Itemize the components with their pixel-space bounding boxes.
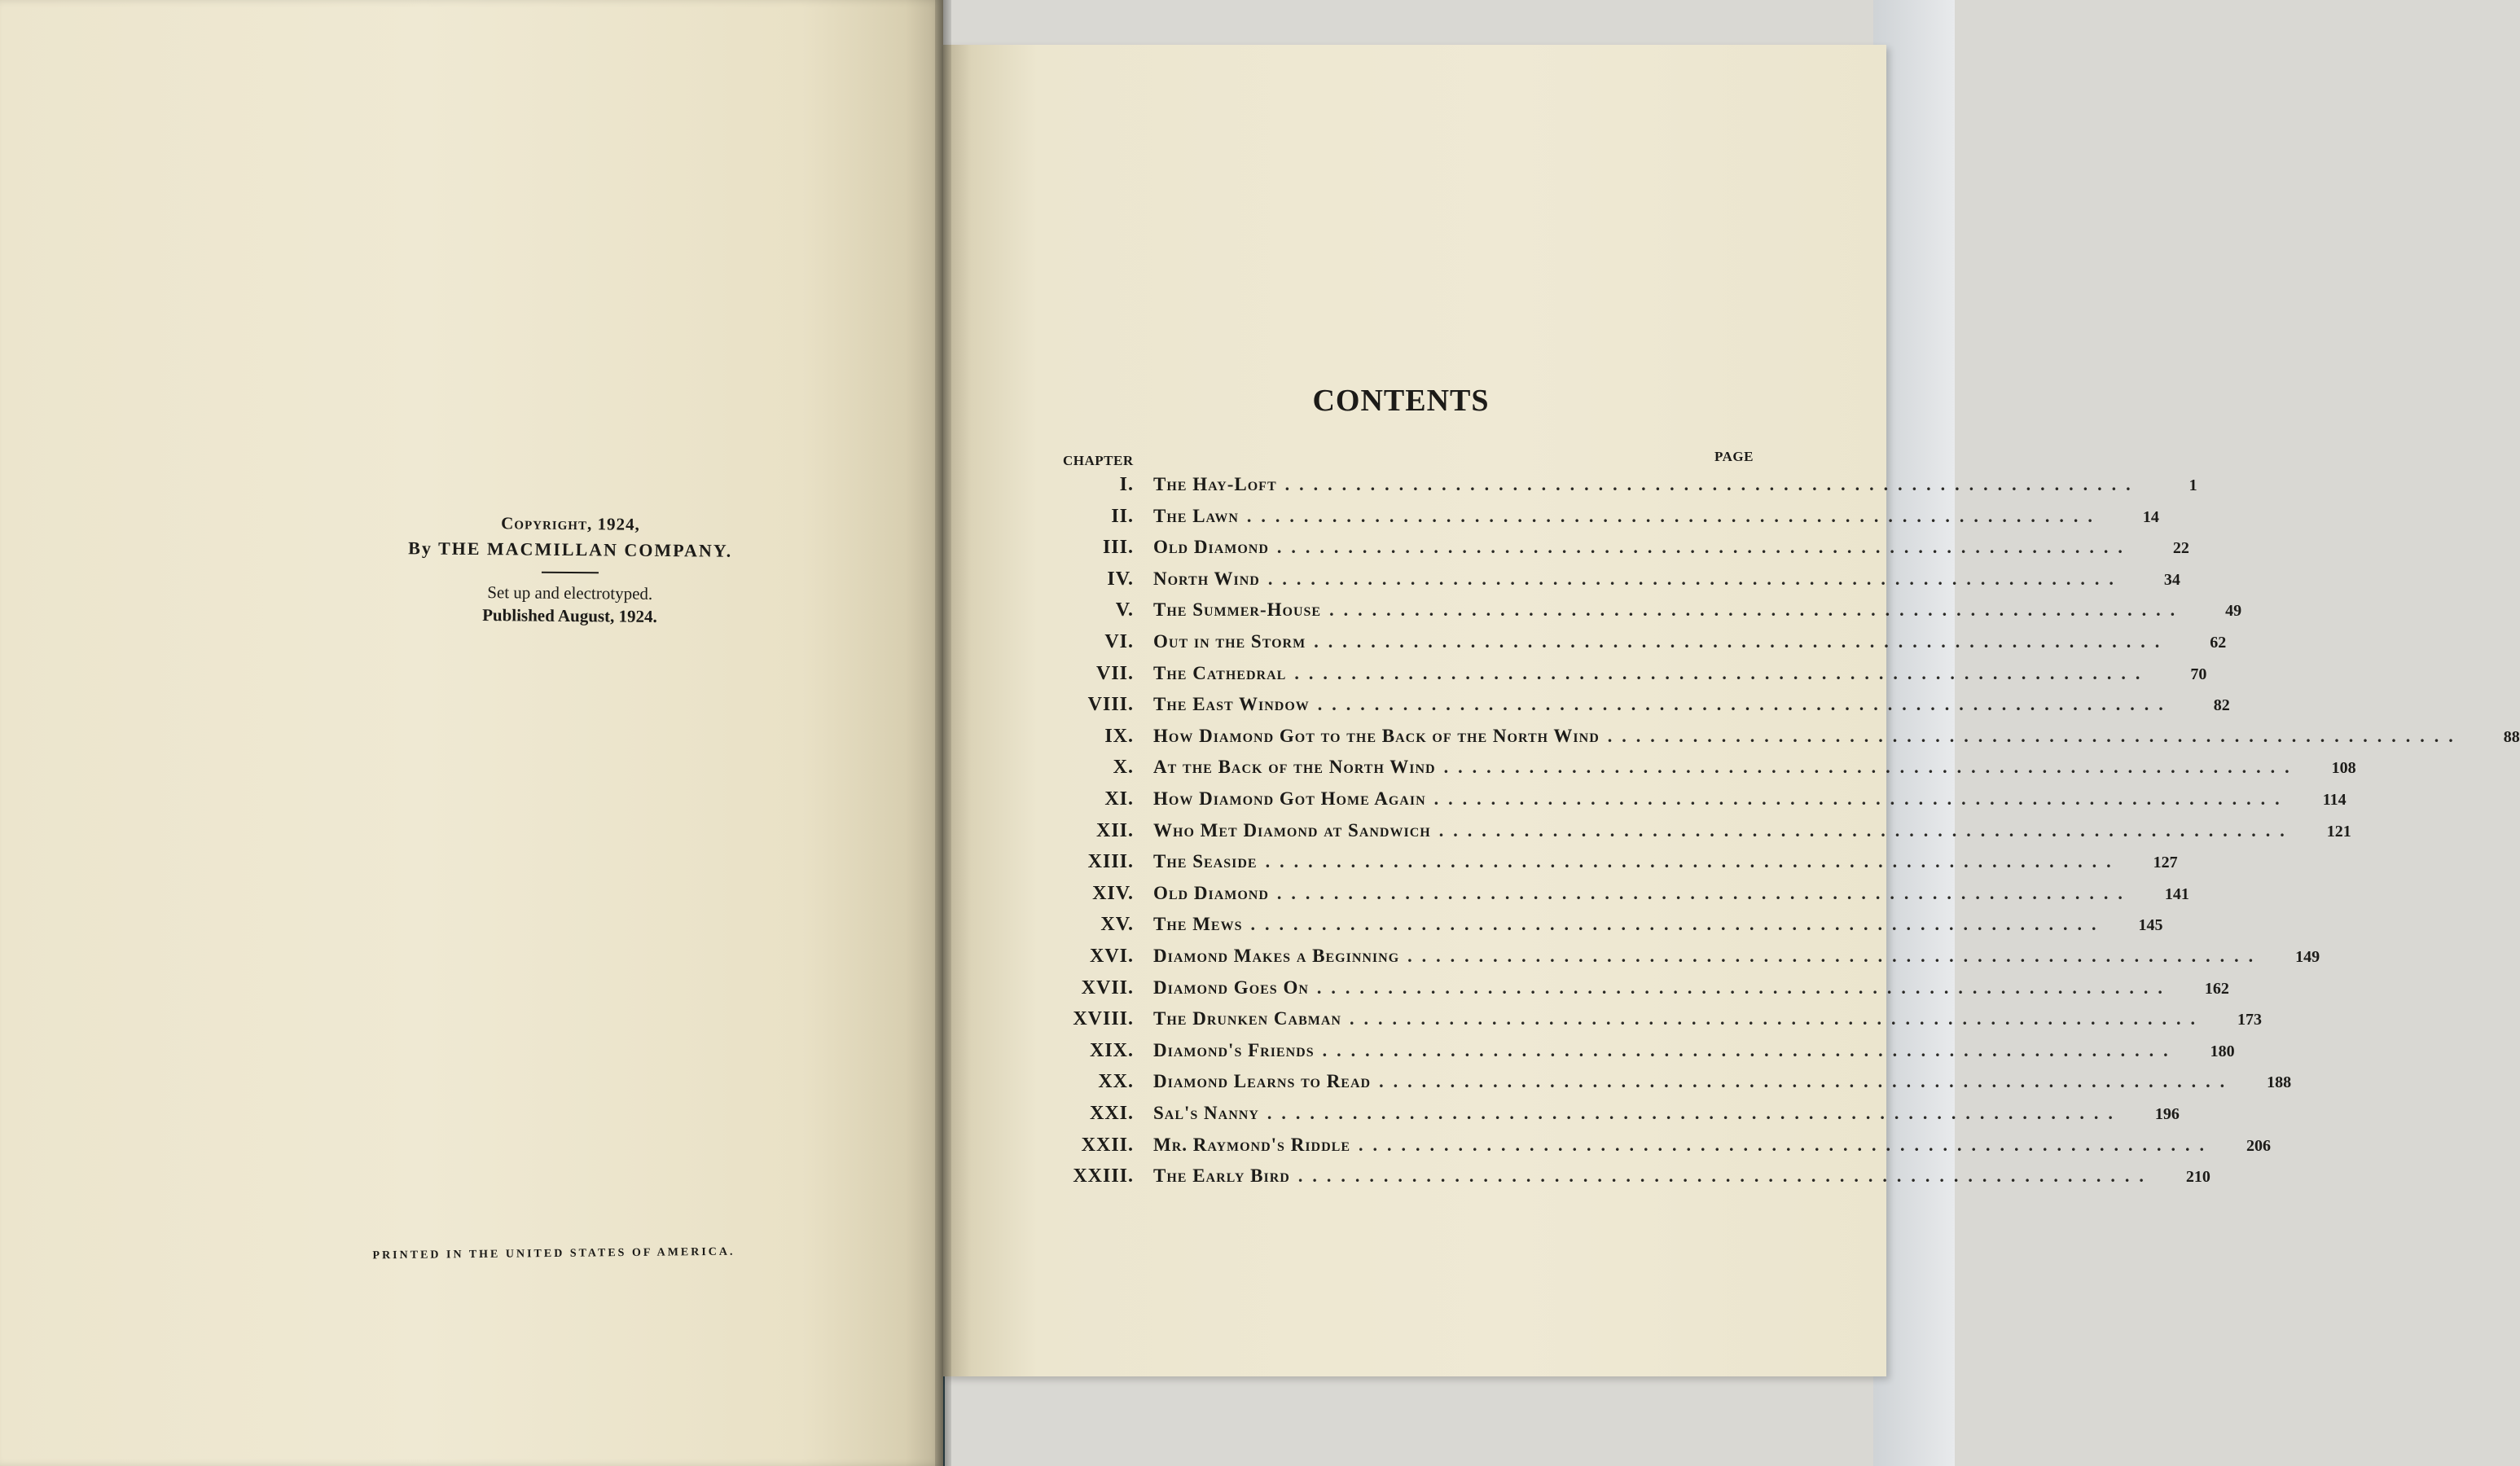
chapter-title: Old Diamond [1153, 882, 1269, 903]
dot-leader: ............................................................ [1329, 599, 2185, 621]
chapter-page: 127 [2153, 854, 2178, 872]
chapter-number: VIII. [1087, 694, 1134, 716]
chapter-number: VI. [1104, 631, 1134, 652]
chapter-title: Diamond Makes a Beginning [1153, 946, 1400, 966]
chapter-number: XVII. [1081, 977, 1134, 999]
dot-leader: ............................................................ [1265, 851, 2121, 872]
toc-entry [1059, 819, 2351, 848]
chapter-title: The Early Bird [1153, 1165, 1290, 1187]
chapter-number: XV. [1100, 914, 1134, 936]
chapter-page: 70 [2190, 665, 2207, 683]
chapter-title: The Cathedral [1153, 662, 1287, 683]
dot-leader: ............................................................ [1316, 977, 2172, 998]
chapter-page: 34 [2163, 570, 2180, 589]
chapter-title: The Seaside [1153, 851, 1258, 872]
chapter-page: 49 [2225, 602, 2242, 621]
chapter-page: 210 [2185, 1168, 2210, 1187]
chapter-page: 1 [2189, 476, 2197, 494]
chapter-number: XIV. [1092, 882, 1134, 904]
chapter-title: Who Met Diamond at Sandwich [1153, 819, 1431, 841]
dot-leader: ............................................................ [1267, 568, 2123, 589]
chapter-page: 180 [2210, 1042, 2235, 1060]
chapter-page: 62 [2210, 634, 2227, 652]
chapter-page: 188 [2267, 1073, 2292, 1092]
chapter-number: XXIII. [1073, 1165, 1134, 1187]
chapter-number: IX. [1104, 725, 1134, 747]
copyright-publisher: By THE MACMILLAN COMPANY. [408, 538, 733, 561]
chapter-number: XI. [1104, 788, 1134, 810]
copyright-block [341, 510, 798, 630]
chapter-page: 141 [2164, 884, 2189, 903]
toc-entry [1059, 474, 2197, 502]
printed-in-note: PRINTED IN THE UNITED STATES OF AMERICA. [372, 1245, 735, 1262]
chapter-page: 162 [2204, 979, 2229, 998]
chapter-title: How Diamond Got to the Back of the North Wind [1153, 725, 1600, 746]
chapter-page: 121 [2326, 822, 2351, 841]
chapter-number: I. [1119, 474, 1134, 495]
toc-entry [1059, 1165, 2210, 1193]
dot-leader: ............................................................ [1322, 1039, 2178, 1060]
dot-leader: ............................................................ [1314, 631, 2170, 652]
dot-leader: ............................................................ [1433, 788, 2290, 809]
dot-leader: ............................................................ [1250, 914, 2106, 935]
toc-entry [1059, 1039, 2235, 1068]
chapter-number: V. [1115, 599, 1134, 621]
chapter-page: 173 [2237, 1011, 2262, 1029]
published-date: Published August, 1924. [482, 605, 657, 626]
chapter-page: 196 [2154, 1105, 2180, 1123]
dot-leader: ............................................................ [1267, 1103, 2123, 1123]
chapter-number: XXII. [1081, 1134, 1134, 1156]
dot-leader: ............................................................ [1246, 505, 2102, 526]
dot-leader: ............................................................ [1349, 1008, 2205, 1029]
toc-entry [1059, 1071, 2292, 1099]
chapter-number: XII. [1095, 819, 1134, 841]
chapter-page: 108 [2331, 759, 2356, 778]
chapter-page: 88 [2503, 727, 2520, 746]
chapter-page: 206 [2246, 1136, 2271, 1155]
chapter-page: 82 [2213, 696, 2230, 715]
chapter-title: Old Diamond [1153, 537, 1269, 558]
chapter-title: Sal's Nanny [1153, 1103, 1259, 1123]
toc-entry [1059, 1134, 2271, 1162]
setup-note: Set up and electrotyped. [487, 582, 653, 604]
chapter-number: III. [1102, 537, 1134, 559]
chapter-page: 145 [2138, 916, 2163, 935]
page-column-header: PAGE [1714, 449, 1754, 464]
toc-entry [1059, 725, 2520, 753]
chapter-number: VII. [1095, 662, 1134, 684]
dot-leader: ............................................................ [1379, 1071, 2235, 1092]
toc-entry [1059, 757, 2356, 784]
toc-entry [1059, 1103, 2180, 1130]
copyright-divider [542, 572, 599, 574]
toc-entry [1059, 851, 2178, 879]
toc-entry [1059, 537, 2189, 564]
chapter-title: How Diamond Got Home Again [1153, 788, 1426, 809]
chapter-title: Mr. Raymond's Riddle [1153, 1134, 1350, 1155]
toc-entry [1059, 599, 2242, 627]
toc-entry [1059, 1008, 2262, 1036]
dot-leader: ............................................................ [1407, 946, 2263, 966]
dot-leader: ............................................................ [1294, 662, 2150, 683]
chapter-title: The Summer-House [1153, 599, 1322, 621]
chapter-title: Out in the Storm [1153, 631, 1306, 652]
chapter-number: II. [1111, 505, 1134, 527]
contents-title: CONTENTS [1312, 384, 1490, 418]
chapter-title: The Lawn [1153, 505, 1239, 526]
chapter-number: XXI. [1089, 1103, 1134, 1124]
copyright-year: Copyright, 1924, [501, 513, 640, 534]
chapter-title: Diamond's Friends [1153, 1039, 1315, 1060]
toc-entry [1059, 662, 2207, 691]
toc-entry [1059, 505, 2159, 533]
chapter-title: At the Back of the North Wind [1153, 757, 1436, 778]
chapter-column-header: CHAPTER [1063, 453, 1134, 468]
left-page [0, 0, 943, 1466]
toc-entry [1059, 914, 2163, 941]
chapter-number: XX. [1098, 1071, 1134, 1093]
dot-leader: ............................................................ [1297, 1165, 2153, 1187]
chapter-number: IV. [1107, 568, 1134, 590]
toc-entry [1059, 631, 2227, 659]
chapter-title: The Hay-Loft [1153, 474, 1277, 494]
chapter-number: XIII. [1087, 851, 1134, 873]
dot-leader: ............................................................ [1607, 725, 2463, 746]
toc-entry [1059, 946, 2320, 973]
chapter-page: 22 [2172, 539, 2189, 558]
chapter-number: XIX. [1089, 1039, 1134, 1061]
dot-leader: ............................................................ [1317, 694, 2173, 715]
dot-leader: ............................................................ [1438, 819, 2294, 841]
toc-entry [1059, 568, 2180, 596]
chapter-page: 149 [2295, 948, 2320, 966]
chapter-title: The Mews [1153, 914, 1243, 935]
toc-entry [1059, 882, 2189, 911]
dot-leader: ............................................................ [1276, 537, 2132, 558]
chapter-number: XVIII. [1073, 1008, 1134, 1030]
chapter-title: The East Window [1153, 694, 1310, 715]
chapter-title: Diamond Goes On [1153, 977, 1309, 998]
chapter-title: North Wind [1153, 568, 1260, 589]
dot-leader: ............................................................ [1284, 474, 2140, 494]
chapter-page: 114 [2322, 791, 2347, 809]
chapter-title: The Drunken Cabman [1153, 1008, 1341, 1029]
toc-entry [1059, 694, 2230, 722]
book-gutter [935, 0, 951, 1466]
toc-entry [1059, 788, 2347, 816]
chapter-number: X. [1113, 757, 1134, 779]
dot-leader: ............................................................ [1443, 757, 2299, 778]
dot-leader: ............................................................ [1276, 882, 2132, 903]
dot-leader: ............................................................ [1359, 1134, 2214, 1155]
chapter-page: 14 [2142, 507, 2159, 526]
chapter-number: XVI. [1089, 946, 1134, 967]
chapter-title: Diamond Learns to Read [1153, 1071, 1372, 1092]
toc-entry [1059, 977, 2229, 1005]
